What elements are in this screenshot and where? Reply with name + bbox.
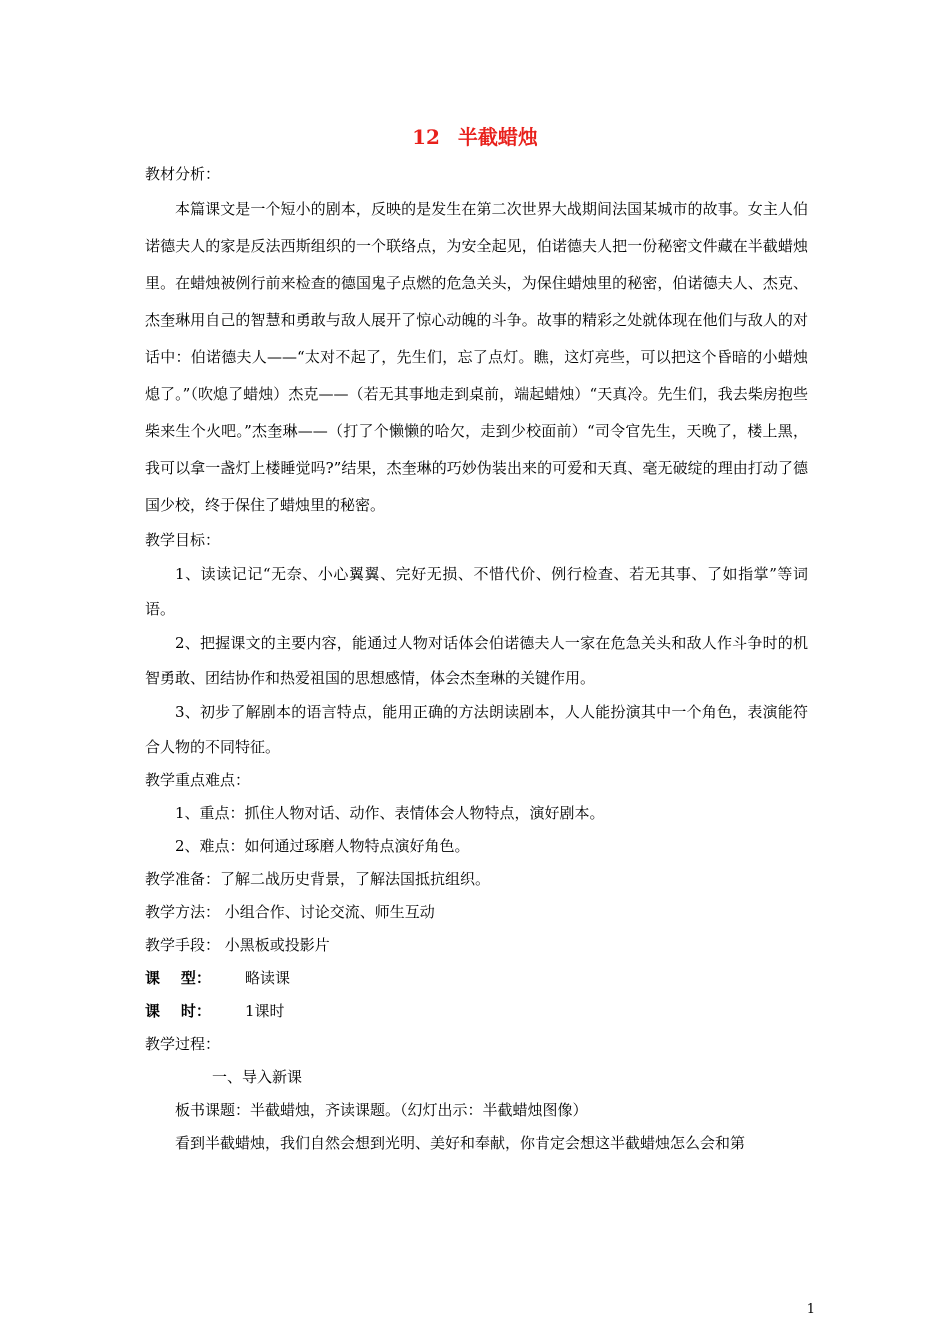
goal-item: 1、读读记记“无奈、小心翼翼、完好无损、不惜代价、例行检查、若无其事、了如指掌”等词语。 bbox=[145, 565, 808, 618]
lesson-content bbox=[145, 158, 808, 1160]
analysis-body: 本篇课文是一个短小的剧本，反映的是发生在第二次世界大战期间法国某城市的故事。女主人伯诺德夫人的家是反法西斯组织的一个联络点，为安全起见，伯诺德夫人把一份秘密文件藏在半截蜡烛里。在蜡烛被例行前来检查的德国鬼子点燃的危急关头，为保住蜡烛里的秘密，伯诺德夫人、杰克、杰奎琳用自己的智慧和勇敢与敌人展开了惊心动魄的斗争。故事的精彩之处就体现在他们与敌人的对话中：伯诺德夫人——“太对不起了，先生们，忘了点灯。瞧，这灯亮些，可以把这个昏暗的小蜡烛熄了。”（吹熄了蜡烛）杰克——（若无其事地走到桌前，端起蜡烛）“天真冷。先生们，我去柴房抱些柴来生个火吧。”杰奎琳——（打了个懒懒的哈欠，走到少校面前）“司令官先生，天晚了，楼上黑，我可以拿一盏灯上楼睡觉吗?”结果，杰奎琳的巧妙伪装出来的可爱和天真、毫无破绽的理由打动了德国少校，终于保住了蜡烛里的秘密。 bbox=[145, 200, 808, 514]
teaching-method: 教学方法： 小组合作、讨论交流、师生互动 bbox=[145, 903, 435, 921]
lesson-number: 12 bbox=[412, 125, 440, 149]
teaching-prep: 教学准备：了解二战历史背景，了解法国抵抗组织。 bbox=[145, 870, 491, 888]
analysis-heading: 教材分析： bbox=[145, 165, 221, 183]
step-heading: 一、导入新课 bbox=[212, 1068, 303, 1086]
lesson-period-value: 1课时 bbox=[245, 1002, 285, 1020]
goal-item: 2、把握课文的主要内容，能通过人物对话体会伯诺德夫人一家在危急关头和敌人作斗争时的机智勇敢、团结协作和热爱祖国的思想感情，体会杰奎琳的关键作用。 bbox=[145, 634, 808, 687]
key-heading: 教学重点难点： bbox=[145, 771, 251, 789]
key-point: 1、重点：抓住人物对话、动作、表情体会人物特点，演好剧本。 bbox=[175, 804, 605, 822]
lesson-period-label: 课 时： bbox=[145, 1002, 211, 1020]
intro-text: 看到半截蜡烛，我们自然会想到光明、美好和奉献，你肯定会想这半截蜡烛怎么会和第 bbox=[175, 1134, 746, 1152]
lesson-type-label: 课 型： bbox=[145, 969, 211, 987]
lesson-type-value: 略读课 bbox=[245, 969, 291, 987]
lesson-title-text: 半截蜡烛 bbox=[457, 125, 538, 149]
board-title: 板书课题：半截蜡烛，齐读课题。（幻灯出示：半截蜡烛图像） bbox=[175, 1101, 588, 1119]
lesson-period bbox=[145, 995, 808, 1028]
goals-heading: 教学目标： bbox=[145, 531, 221, 549]
process-heading: 教学过程： bbox=[145, 1035, 221, 1053]
goal-item: 3、初步了解剧本的语言特点，能用正确的方法朗读剧本，人人能扮演其中一个角色，表演能符合人物的不同特征。 bbox=[145, 703, 808, 756]
page-number: 1 bbox=[806, 1302, 815, 1317]
lesson-type bbox=[145, 962, 808, 995]
key-point: 2、难点：如何通过琢磨人物特点演好角色。 bbox=[175, 837, 470, 855]
lesson-title bbox=[0, 122, 950, 152]
teaching-means: 教学手段： 小黑板或投影片 bbox=[145, 936, 330, 954]
